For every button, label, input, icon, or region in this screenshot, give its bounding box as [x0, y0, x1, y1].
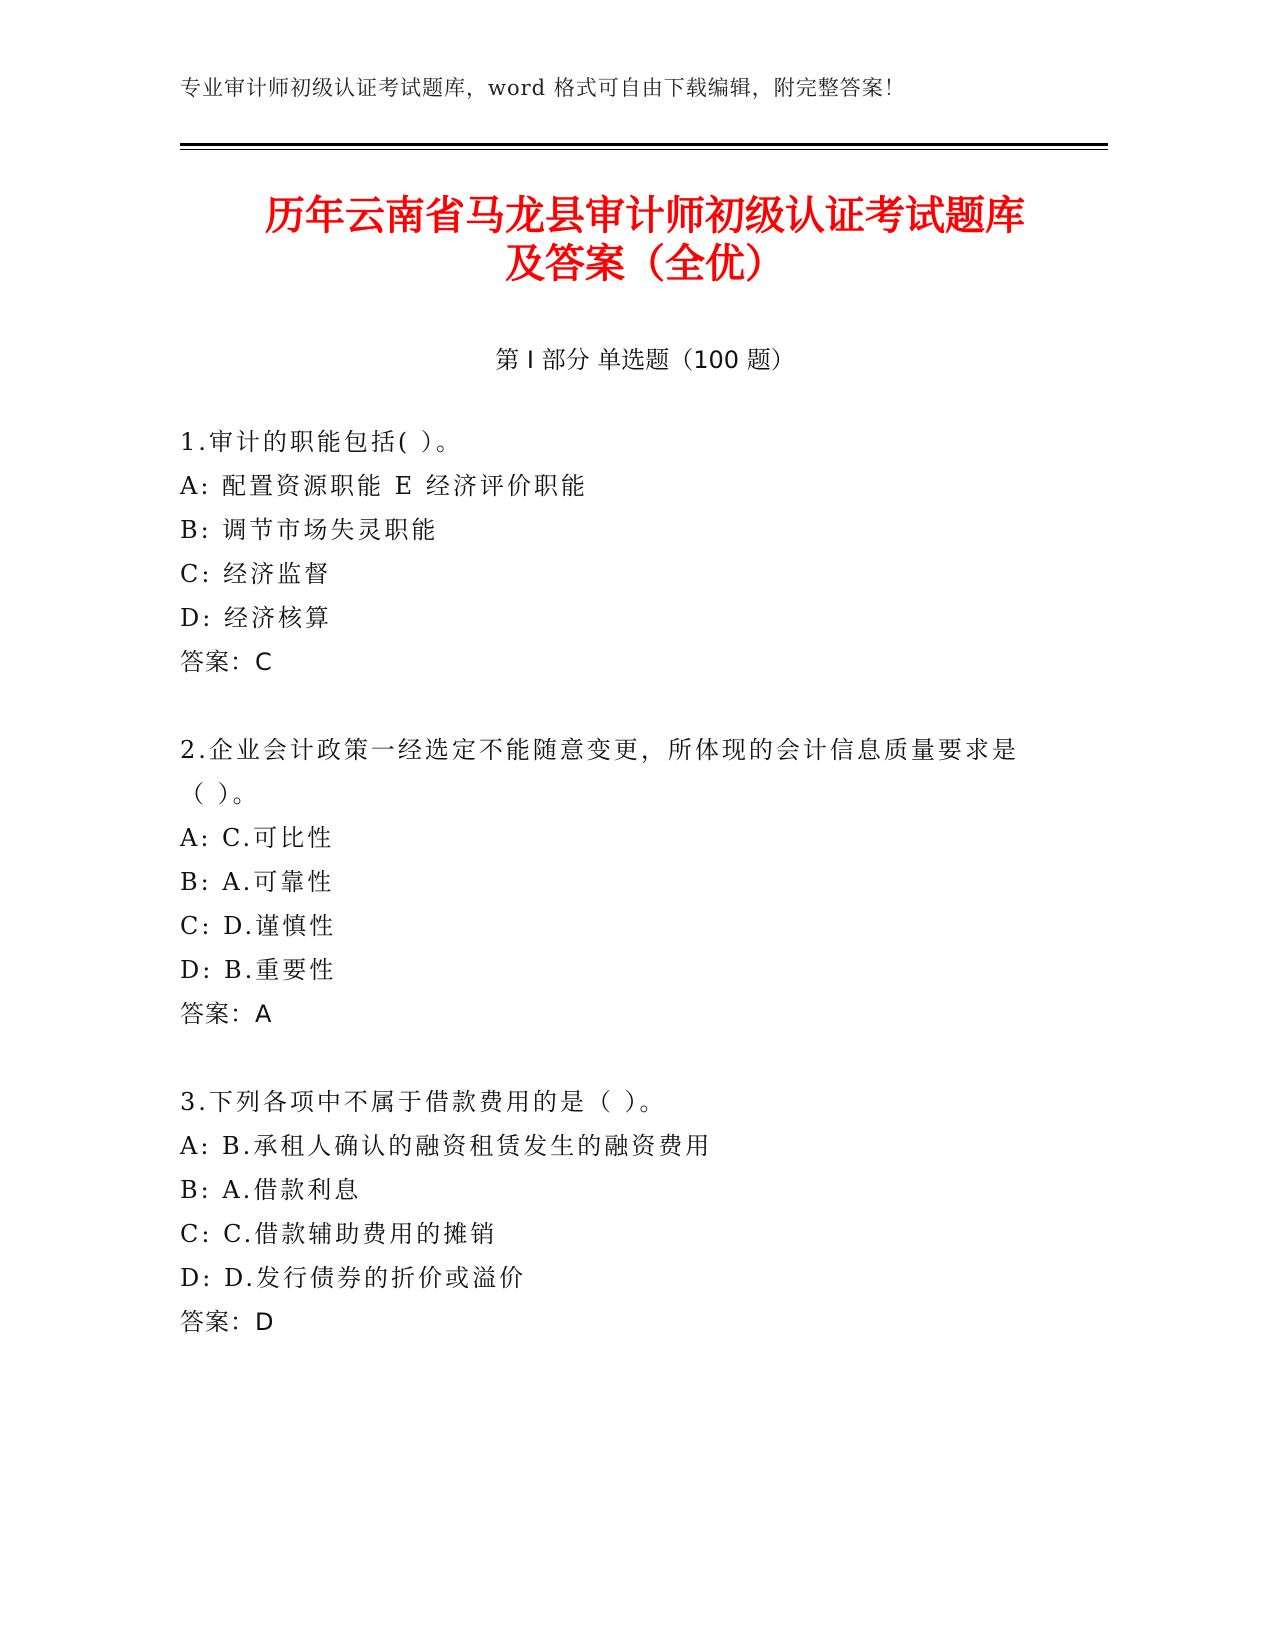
- option-b: B: A.借款利息: [180, 1176, 362, 1204]
- option-b: B: 调节市场失灵职能: [180, 516, 439, 544]
- option-c: C: D.谨慎性: [180, 912, 337, 940]
- option-d: D: D.发行债券的折价或溢价: [180, 1264, 526, 1292]
- question-3: [180, 1080, 1080, 1344]
- page-header-text: 专业审计师初级认证考试题库，word 格式可自由下载编辑，附完整答案！: [180, 76, 906, 100]
- question-stem: 1.审计的职能包括( ）。: [180, 428, 463, 456]
- option-b: B: A.可靠性: [180, 868, 335, 896]
- option-a: A: C.可比性: [180, 824, 335, 852]
- question-stem: 3.下列各项中不属于借款费用的是（ ）。: [180, 1088, 667, 1116]
- document-title-line-2: 及答案（全优）: [505, 241, 785, 287]
- option-d: D: 经济核算: [180, 604, 332, 632]
- question-stem: 2.企业会计政策一经选定不能随意变更，所体现的会计信息质量要求是（ ）。: [180, 736, 1019, 808]
- option-a: A: 配置资源职能 E 经济评价职能: [180, 472, 588, 500]
- answer-line: 答案：A: [180, 1000, 273, 1028]
- question-list: [180, 420, 1080, 1388]
- document-title: [180, 192, 1110, 288]
- option-c: C: C.借款辅助费用的摊销: [180, 1220, 498, 1248]
- question-1: [180, 420, 1080, 684]
- answer-line: 答案：D: [180, 1308, 275, 1336]
- option-d: D: B.重要性: [180, 956, 337, 984]
- section-title: 第 I 部分 单选题（100 题）: [495, 346, 795, 374]
- question-2: [180, 728, 1080, 1036]
- header-rule-thick: [180, 143, 1108, 146]
- header-rule-thin: [180, 149, 1108, 150]
- answer-line: 答案：C: [180, 648, 273, 676]
- document-title-line-1: 历年云南省马龙县审计师初级认证考试题库: [265, 193, 1025, 239]
- option-a: A: B.承租人确认的融资租赁发生的融资费用: [180, 1132, 713, 1160]
- option-c: C: 经济监督: [180, 560, 332, 588]
